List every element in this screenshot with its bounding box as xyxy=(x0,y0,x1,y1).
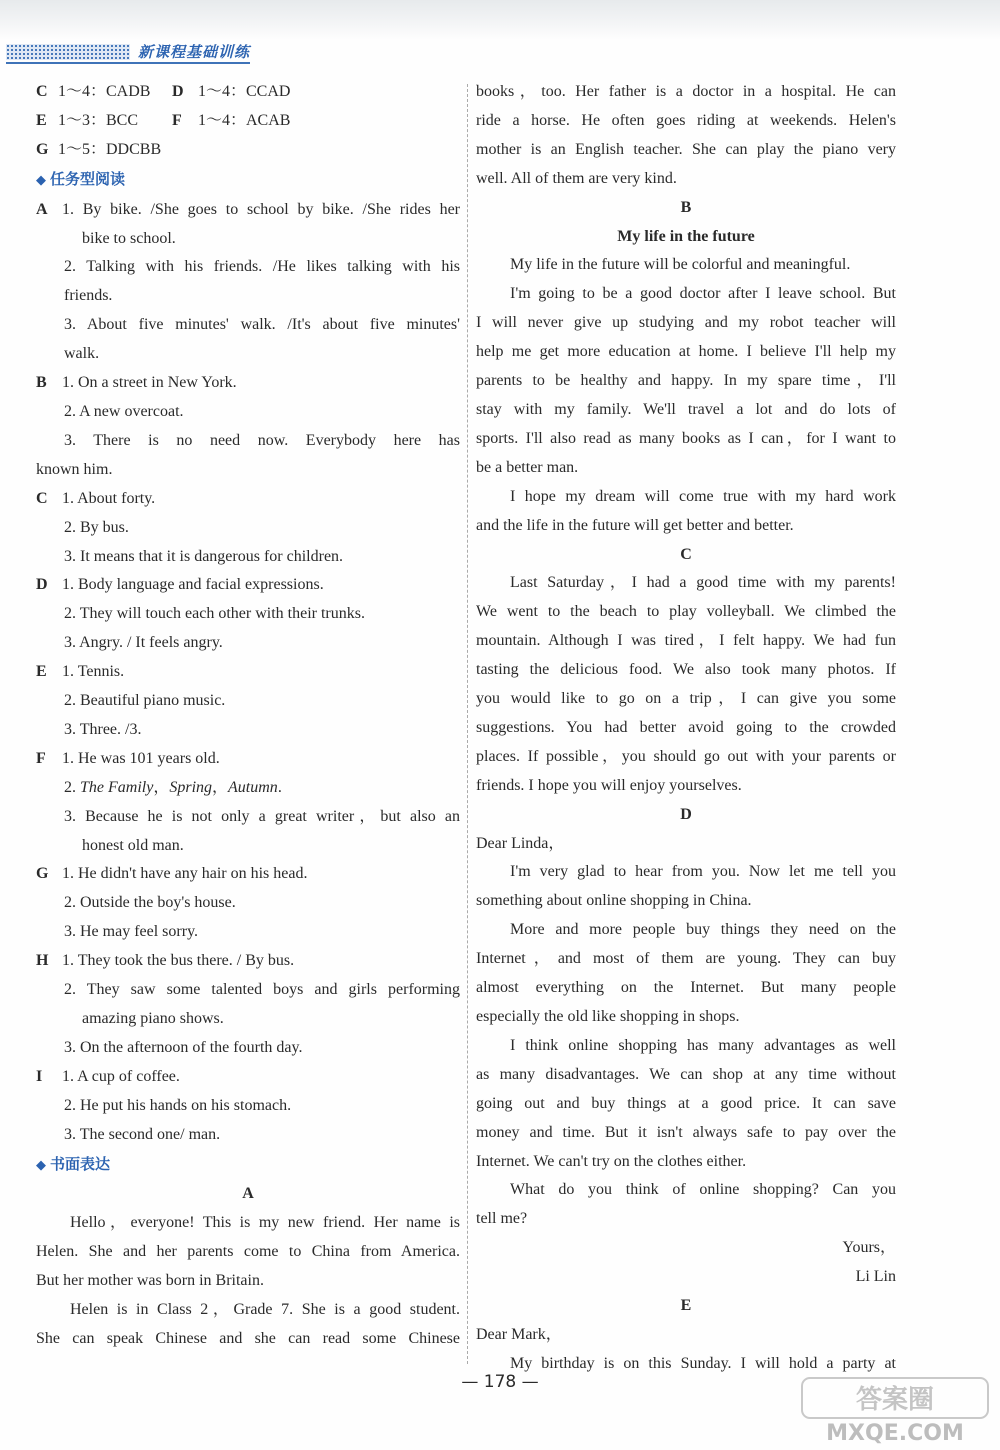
essay-line: My life in the future will be colorful and meaningful. xyxy=(510,256,851,274)
task-group-f xyxy=(36,745,460,774)
page-number-text: 178 xyxy=(483,1372,517,1392)
letter-signature: Li Lin xyxy=(855,1268,896,1286)
answer-line: 2. They saw some talented boys and girls performing xyxy=(64,981,460,999)
essay-line: money and time. But it isn't always safe to pay over the xyxy=(476,1123,896,1141)
left-column xyxy=(36,78,460,1354)
essay-line: help me get more education at home. I believe I'll help my xyxy=(476,343,896,361)
answer-value: 1～3：BCC xyxy=(58,111,139,129)
answer-line: 3. About five minutes' walk. /It's about five minutes' xyxy=(64,316,460,334)
essay-line: But her mother was born in Britain. xyxy=(36,1272,264,1290)
group-label: H xyxy=(36,952,49,970)
column-divider xyxy=(467,84,468,1364)
group-label: F xyxy=(36,749,46,767)
answer-line: 3. It means that it is dangerous for children. xyxy=(64,547,344,565)
section-heading-text: 任务型阅读 xyxy=(50,169,126,188)
essay-line: you would like to go on a trip，I can give you some xyxy=(476,690,896,708)
essay-line: almost everything on the Internet. But many people xyxy=(476,979,896,997)
essay-line: tasting the delicious food. We also took many photos. If xyxy=(476,661,896,679)
essay-line: places. If possible，you should go out with your parents or xyxy=(476,747,896,765)
essay-line: suggestions. You had better avoid going to the crowded xyxy=(476,718,896,736)
answer-line: amazing piano shows. xyxy=(82,1010,224,1027)
group-label: A xyxy=(36,200,48,218)
essay-line: Internet，and most of them are young. They can buy xyxy=(476,950,896,968)
dash: — xyxy=(461,1372,484,1392)
section-heading-text: 书面表达 xyxy=(50,1154,111,1173)
answer-value: 1～4：CCAD xyxy=(198,83,291,100)
answer-line: 1. About forty. xyxy=(62,489,156,507)
separator: ， xyxy=(212,778,229,796)
letter-greeting: Dear Mark， xyxy=(476,1325,562,1343)
answer-row xyxy=(36,136,460,165)
answer-line: 1. A cup of coffee. xyxy=(62,1067,180,1085)
book-title: Spring xyxy=(169,778,213,796)
essay-line: stay with my family. We'll travel a lot and do lots of xyxy=(476,400,896,418)
task-group-e xyxy=(36,658,460,687)
essay-label: A xyxy=(242,1185,254,1203)
answer-line-books xyxy=(36,774,460,803)
period: . xyxy=(277,778,282,796)
book-title: The Family xyxy=(80,778,154,796)
answer-line: bike to school. xyxy=(82,229,176,247)
book-title: Autumn xyxy=(228,778,278,796)
essay-label: C xyxy=(680,545,692,563)
essay-line: and the life in the future will get better and better. xyxy=(476,516,794,534)
answer-line: 1. On a street in New York. xyxy=(62,374,237,392)
essay-line: friends. I hope you will enjoy yourselves. xyxy=(476,776,742,794)
header-title: 新课程基础训练 xyxy=(138,43,251,61)
answer-line: 1. By bike. /She goes to school by bike. /She rides her xyxy=(62,200,460,218)
essay-line: parents to be healthy and happy. In my spare time，I'll xyxy=(476,372,896,390)
answer-row xyxy=(36,78,460,107)
answer-line: 2. By bus. xyxy=(64,518,129,536)
task-group-g xyxy=(36,860,460,889)
essay-line: I'm going to be a good doctor after I leave school. But xyxy=(510,285,896,303)
answer-line: 1. They took the bus there. / By bus. xyxy=(62,952,295,970)
essay-line: I think online shopping has many advantages as well xyxy=(510,1036,896,1054)
task-group-a xyxy=(36,196,460,225)
essay-line: I will never give up studying and my robot teacher will xyxy=(476,314,896,332)
diamond-icon: ◆ xyxy=(36,172,46,188)
essay-line: sports. I'll also read as many books as I can，for I want to xyxy=(476,429,896,447)
answer-line: 2. He put his hands on his stomach. xyxy=(64,1096,292,1114)
task-group-i xyxy=(36,1063,460,1092)
essay-label: D xyxy=(680,805,692,823)
essay-line: ride a horse. He often goes riding at weekends. Helen's xyxy=(476,111,896,129)
answer-value: 1～5：DDCBB xyxy=(58,140,162,158)
task-group-d xyxy=(36,571,460,600)
answer-line: 3. The second one/ man. xyxy=(64,1125,221,1143)
essay-line: tell me? xyxy=(476,1210,528,1228)
answer-line: 1. Body language and facial expressions. xyxy=(62,576,324,594)
answer-value: 1～4：CADB xyxy=(58,83,151,100)
answer-line: 2. Talking with his friends. /He likes talking with his xyxy=(64,258,460,276)
answer-line: 3. He may feel sorry. xyxy=(64,923,199,941)
essay-line: She can speak Chinese and she can read some Chinese xyxy=(36,1329,460,1347)
essay-line: My birthday is on this Sunday. I will hold a party at xyxy=(510,1354,896,1372)
group-label: B xyxy=(36,374,47,392)
answer-line: 1. Tennis. xyxy=(62,663,125,681)
group-label: I xyxy=(36,1067,43,1085)
answer-key: G xyxy=(36,140,49,158)
essay-line: mountain. Although I was tired，I felt happy. We had fun xyxy=(476,632,896,650)
answer-key: D xyxy=(172,83,184,100)
answer-line: 2. Outside the boy's house. xyxy=(64,894,236,912)
answer-line: 3. Three. /3. xyxy=(64,720,142,738)
group-label: G xyxy=(36,865,49,883)
answer-line: known him. xyxy=(36,460,113,478)
essay-line: What do you think of online shopping? Can you xyxy=(510,1181,896,1199)
essay-line: be a better man. xyxy=(476,458,579,476)
answer-row xyxy=(36,107,460,136)
essay-label: B xyxy=(680,198,692,216)
task-group-b xyxy=(36,369,460,398)
section-heading-writing xyxy=(36,1150,460,1181)
answer-line: 3. There is no need now. Everybody here has xyxy=(64,431,460,449)
answer-key: E xyxy=(36,111,47,129)
essay-title: My life in the future xyxy=(617,227,755,245)
essay-line: going out and buy things at a good price. It can save xyxy=(476,1094,896,1112)
essay-line: More and more people buy things they need on the xyxy=(510,921,896,939)
answer-line: 1. He didn't have any hair on his head. xyxy=(62,865,308,883)
essay-line: Hello，everyone! This is my new friend. Her name is xyxy=(70,1214,460,1232)
answer-line: 3. Because he is not only a great writer，but also an xyxy=(64,807,460,825)
watermark-text: MXQE.COM xyxy=(826,1421,964,1446)
essay-line: as many disadvantages. We can shop at any time without xyxy=(476,1065,896,1083)
letter-closing: Yours， xyxy=(842,1239,896,1257)
answer-line: 2. They will touch each other with their trunks. xyxy=(64,605,365,623)
answer-line: honest old man. xyxy=(82,836,184,854)
dash: — xyxy=(516,1372,539,1392)
group-label: D xyxy=(36,576,48,594)
header-rule xyxy=(6,62,250,64)
essay-line: books，too. Her father is a doctor in a hospital. He can xyxy=(476,83,896,100)
essay-line: well. All of them are very kind. xyxy=(476,169,677,187)
essay-line: Helen is in Class 2，Grade 7. She is a good student. xyxy=(70,1301,460,1319)
watermark-logo xyxy=(800,1376,990,1446)
answer-line: friends. xyxy=(64,287,113,305)
group-label: C xyxy=(36,489,48,507)
top-background xyxy=(0,0,1000,40)
essay-line: something about online shopping in China. xyxy=(476,892,752,910)
essay-line: I hope my dream will come true with my hard work xyxy=(510,487,896,505)
answer-key: F xyxy=(172,111,182,129)
essay-line: mother is an English teacher. She can play the piano very xyxy=(476,140,896,158)
answer-line: 3. Angry. / It feels angry. xyxy=(64,634,223,652)
answer-value: 1～4：ACAB xyxy=(198,111,291,129)
separator: ， xyxy=(153,778,170,796)
essay-line: We went to the beach to play volleyball. We climbed the xyxy=(476,603,896,621)
essay-line: Internet. We can't try on the clothes either. xyxy=(476,1152,747,1170)
essay-label: E xyxy=(680,1297,692,1315)
task-group-h xyxy=(36,947,460,976)
group-label: E xyxy=(36,663,47,681)
essay-line: I'm very glad to hear from you. Now let me tell you xyxy=(510,863,896,881)
essay-line: especially the old like shopping in shops. xyxy=(476,1008,740,1025)
right-column xyxy=(476,78,896,1379)
answer-line: 1. He was 101 years old. xyxy=(62,749,220,767)
section-heading-task-reading xyxy=(36,165,460,196)
letter-greeting: Dear Linda， xyxy=(476,834,565,852)
task-group-c xyxy=(36,485,460,514)
answer-key: C xyxy=(36,83,48,100)
answer-line: walk. xyxy=(64,345,100,363)
watermark-logo-text: 答案圈 xyxy=(855,1385,935,1415)
header-pattern xyxy=(6,44,130,60)
diamond-icon: ◆ xyxy=(36,1157,46,1173)
essay-line: Last Saturday，I had a good time with my parents! xyxy=(510,574,896,592)
answer-line: 2. Beautiful piano music. xyxy=(64,692,226,710)
answer-line: 3. On the afternoon of the fourth day. xyxy=(64,1038,303,1056)
answer-line: 2. A new overcoat. xyxy=(64,402,184,420)
answer-number: 2. xyxy=(64,778,80,796)
essay-line: Helen. She and her parents come to China from America. xyxy=(36,1243,460,1261)
